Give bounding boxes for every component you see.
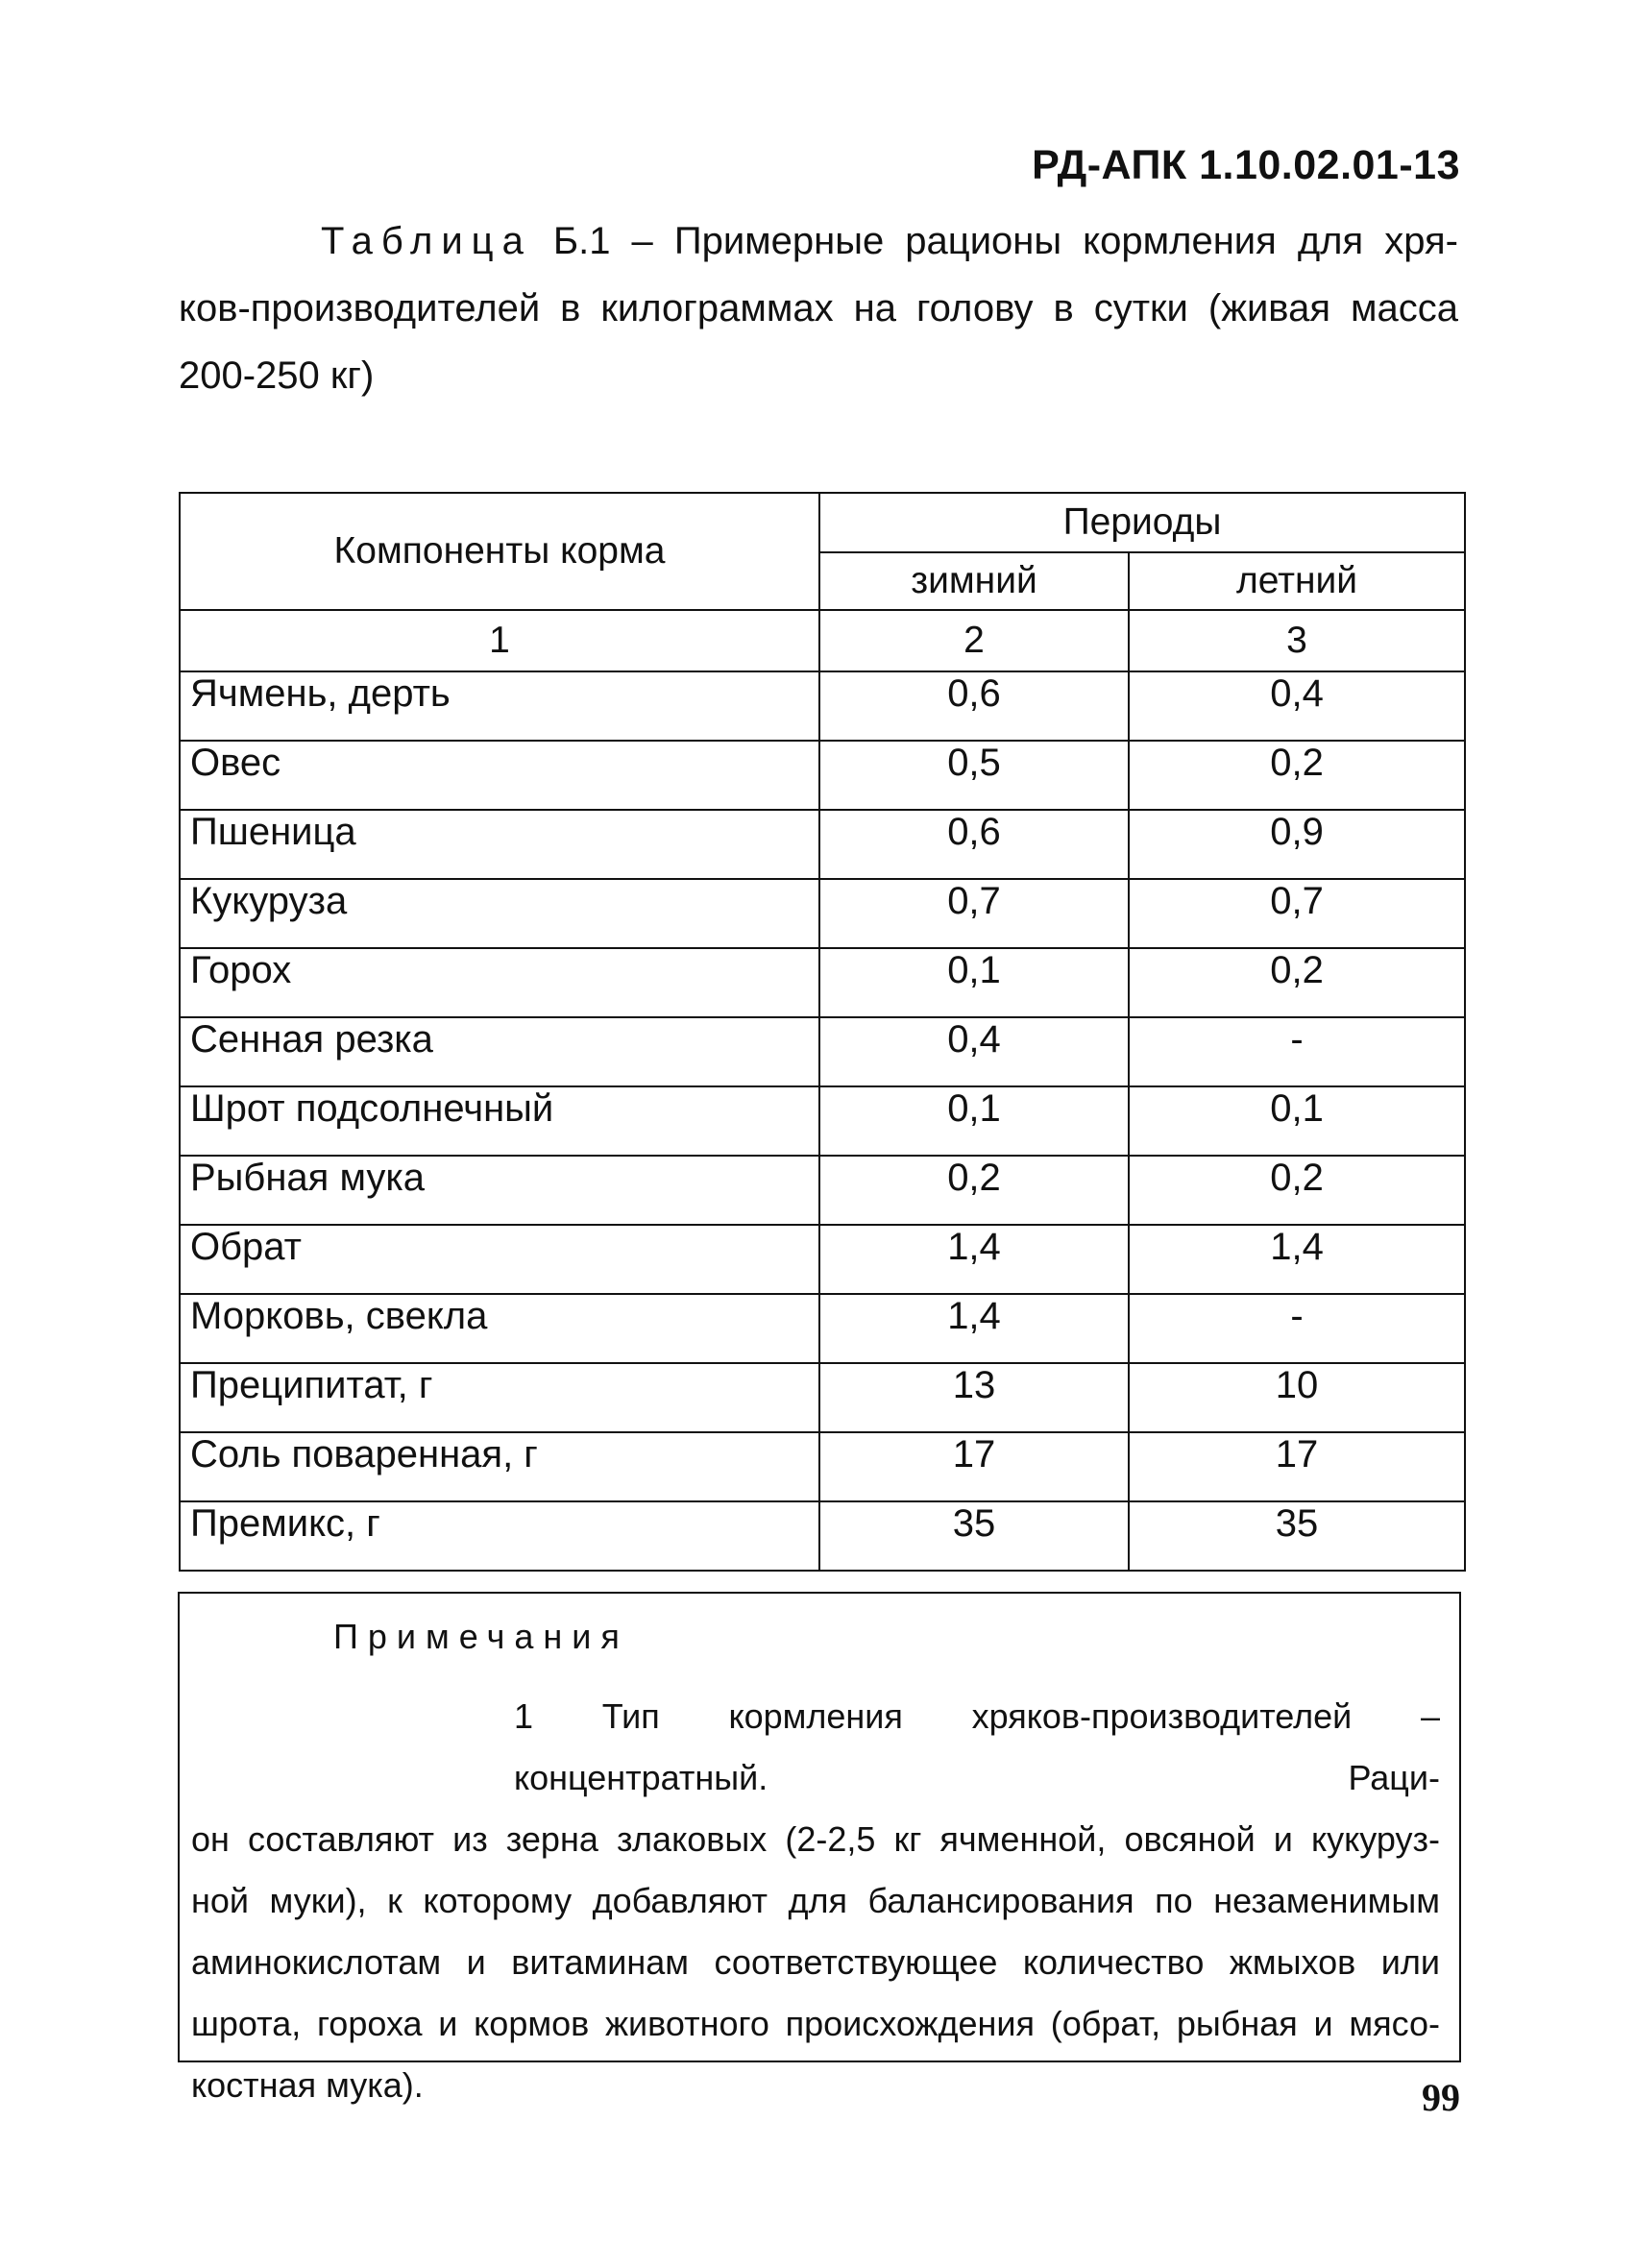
component-name-cell: Горох xyxy=(180,948,819,1017)
column-number: 3 xyxy=(1129,610,1465,671)
winter-value-cell: 0,2 xyxy=(819,1156,1129,1225)
table-row xyxy=(180,1432,1465,1501)
table-row xyxy=(180,741,1465,810)
table-row xyxy=(180,879,1465,948)
column-number: 2 xyxy=(819,610,1129,671)
summer-value-cell: 0,7 xyxy=(1129,879,1465,948)
winter-value-cell: 0,1 xyxy=(819,1086,1129,1156)
summer-value-cell: - xyxy=(1129,1294,1465,1363)
table-row xyxy=(180,1294,1465,1363)
component-name-cell: Соль поваренная, г xyxy=(180,1432,819,1501)
component-name-cell: Кукуруза xyxy=(180,879,819,948)
table-row xyxy=(180,1156,1465,1225)
ration-table xyxy=(179,492,1466,1572)
notes-line: он составляют из зерна злаковых (2-2,5 кг ячменной, овсяной и кукуруз- xyxy=(191,1819,1440,1859)
caption-label: Таблица xyxy=(321,220,532,262)
header-winter: зимний xyxy=(819,552,1129,610)
winter-value-cell: 0,1 xyxy=(819,948,1129,1017)
notes-line: ной муки), к которому добавляют для балансирования по незаменимым xyxy=(191,1881,1440,1920)
component-name-cell: Шрот подсолнечный xyxy=(180,1086,819,1156)
table-row xyxy=(180,1225,1465,1294)
component-name-cell: Премикс, г xyxy=(180,1501,819,1571)
summer-value-cell: 0,9 xyxy=(1129,810,1465,879)
summer-value-cell: 0,2 xyxy=(1129,948,1465,1017)
winter-value-cell: 0,4 xyxy=(819,1017,1129,1086)
table-row xyxy=(180,948,1465,1017)
table-row xyxy=(180,1017,1465,1086)
summer-value-cell: 0,2 xyxy=(1129,741,1465,810)
winter-value-cell: 17 xyxy=(819,1432,1129,1501)
header-periods: Периоды xyxy=(819,493,1465,552)
table-row xyxy=(180,1363,1465,1432)
notes-line: костная мука). xyxy=(191,2065,424,2105)
winter-value-cell: 35 xyxy=(819,1501,1129,1571)
page-number: 99 xyxy=(1422,2076,1460,2119)
notes-body xyxy=(191,1686,1440,2116)
component-name-cell: Рыбная мука xyxy=(180,1156,819,1225)
summer-value-cell: 17 xyxy=(1129,1432,1465,1501)
document-code: РД-АПК 1.10.02.01-13 xyxy=(1032,142,1460,188)
notes-line: 1 Тип кормления хряков-производителей – концентратный. Раци- xyxy=(514,1696,1440,1797)
caption-title-start: Б.1 – Примерные рационы кормления для хря- xyxy=(552,220,1458,262)
header-summer: летний xyxy=(1129,552,1465,610)
table-row xyxy=(180,1501,1465,1571)
summer-value-cell: 0,2 xyxy=(1129,1156,1465,1225)
winter-value-cell: 13 xyxy=(819,1363,1129,1432)
winter-value-cell: 1,4 xyxy=(819,1225,1129,1294)
winter-value-cell: 1,4 xyxy=(819,1294,1129,1363)
winter-value-cell: 0,5 xyxy=(819,741,1129,810)
component-name-cell: Ячмень, дерть xyxy=(180,671,819,741)
summer-value-cell: 1,4 xyxy=(1129,1225,1465,1294)
column-number: 1 xyxy=(180,610,819,671)
summer-value-cell: 0,1 xyxy=(1129,1086,1465,1156)
table-row xyxy=(180,810,1465,879)
component-name-cell: Пшеница xyxy=(180,810,819,879)
notes-line: аминокислотам и витаминам соответствующее количество жмыхов или xyxy=(191,1942,1440,1982)
component-name-cell: Обрат xyxy=(180,1225,819,1294)
summer-value-cell: 35 xyxy=(1129,1501,1465,1571)
notes-line: шрота, гороха и кормов животного происхождения (обрат, рыбная и мясо- xyxy=(191,2004,1440,2043)
table-row xyxy=(180,671,1465,741)
summer-value-cell: - xyxy=(1129,1017,1465,1086)
table-caption xyxy=(179,207,1458,409)
component-name-cell: Сенная резка xyxy=(180,1017,819,1086)
winter-value-cell: 0,6 xyxy=(819,671,1129,741)
winter-value-cell: 0,7 xyxy=(819,879,1129,948)
component-name-cell: Преципитат, г xyxy=(180,1363,819,1432)
header-components: Компоненты корма xyxy=(180,493,819,610)
caption-line-3: 200-250 кг) xyxy=(179,354,375,397)
column-number-row xyxy=(180,610,1465,671)
table-row xyxy=(180,1086,1465,1156)
summer-value-cell: 10 xyxy=(1129,1363,1465,1432)
caption-line-1 xyxy=(179,207,1458,275)
component-name-cell: Морковь, свекла xyxy=(180,1294,819,1363)
summer-value-cell: 0,4 xyxy=(1129,671,1465,741)
caption-line-2: ков-производителей в килограммах на голову в сутки (живая масса xyxy=(179,287,1458,329)
component-name-cell: Овес xyxy=(180,741,819,810)
notes-title: Примечания xyxy=(333,1617,629,1656)
winter-value-cell: 0,6 xyxy=(819,810,1129,879)
